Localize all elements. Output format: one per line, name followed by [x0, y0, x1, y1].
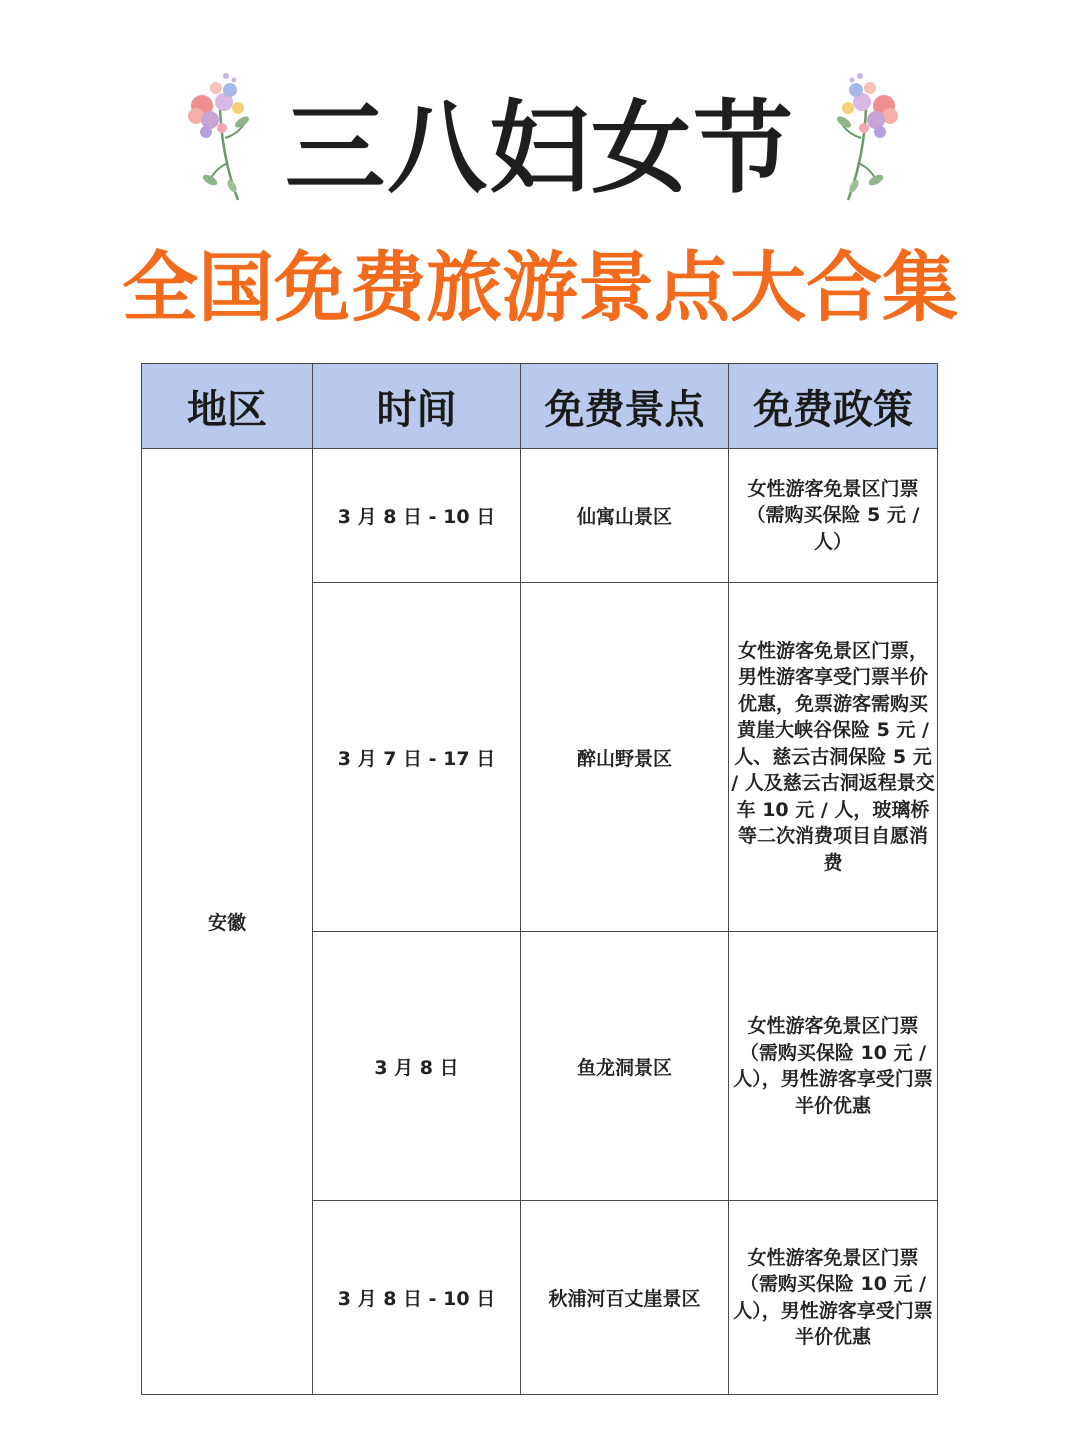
spot-cell: 秋浦河百丈崖景区	[521, 1201, 729, 1395]
header-region: 地区	[142, 364, 313, 449]
header-time: 时间	[313, 364, 521, 449]
header-spot: 免费景点	[521, 364, 729, 449]
spot-cell: 鱼龙洞景区	[521, 932, 729, 1201]
time-cell: 3 月 8 日 - 10 日	[313, 1201, 521, 1395]
time-cell: 3 月 8 日 - 10 日	[313, 449, 521, 583]
policy-cell: 女性游客免景区门票（需购买保险 5 元 / 人）	[729, 449, 938, 583]
spot-cell: 仙寓山景区	[521, 449, 729, 583]
table-header-row	[142, 364, 938, 449]
page-subtitle: 全国免费旅游景点大合集	[122, 243, 958, 332]
region-cell: 安徽	[142, 449, 313, 1395]
page-title: 三八妇女节	[285, 89, 795, 207]
policy-cell: 女性游客免景区门票，男性游客享受门票半价优惠，免票游客需购买黄崖大峡谷保险 5 元 / 人、慈云古洞保险 5 元 / 人及慈云古洞返程景交车 10 元 / 人，玻璃桥等二次消费项目自愿消费	[729, 583, 938, 932]
policy-cell: 女性游客免景区门票（需购买保险 10 元 / 人），男性游客享受门票半价优惠	[729, 1201, 938, 1395]
free-attractions-table	[141, 363, 938, 1395]
time-cell: 3 月 7 日 - 17 日	[313, 583, 521, 932]
header-policy: 免费政策	[729, 364, 938, 449]
policy-cell: 女性游客免景区门票（需购买保险 10 元 / 人），男性游客享受门票半价优惠	[729, 932, 938, 1201]
time-cell: 3 月 8 日	[313, 932, 521, 1201]
spot-cell: 醉山野景区	[521, 583, 729, 932]
table-row	[142, 449, 938, 583]
